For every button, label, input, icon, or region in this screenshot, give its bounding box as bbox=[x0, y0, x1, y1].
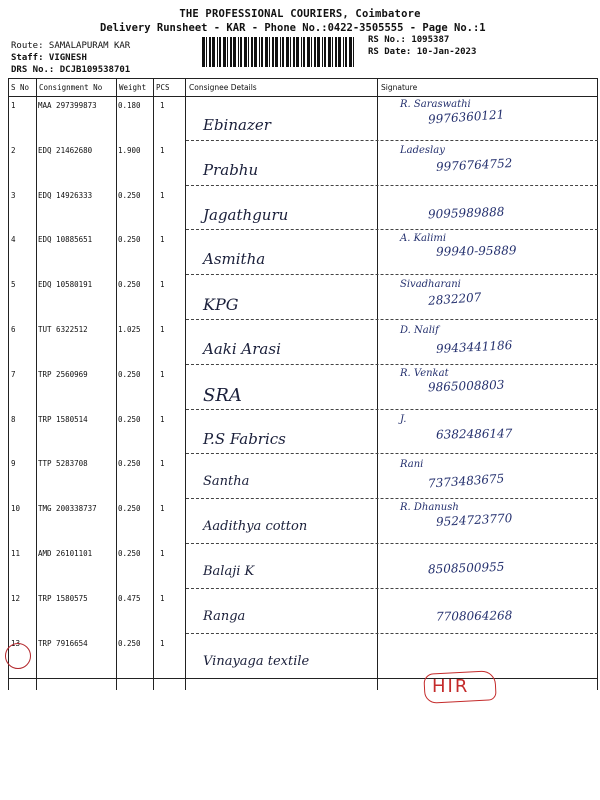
row-signature: Sivadharani bbox=[400, 279, 461, 291]
row-sno: 10 bbox=[11, 504, 21, 514]
row-weight: 1.025 bbox=[118, 325, 141, 334]
row-consignee-handwritten: Vinayaga textile bbox=[203, 653, 310, 669]
row-signature-phone: 9943441186 bbox=[435, 338, 513, 356]
row-signature-phone: 9976764752 bbox=[435, 155, 513, 174]
row-consignee-handwritten: Aadithya cotton bbox=[203, 519, 308, 535]
row-consignee-handwritten: P.S Fabrics bbox=[203, 429, 286, 448]
row-signature-phone: 99940-95889 bbox=[435, 243, 517, 260]
row-weight: 0.250 bbox=[118, 504, 141, 514]
row-signature: R. Venkat bbox=[400, 367, 449, 379]
row-signature-phone: 9865008803 bbox=[427, 377, 505, 395]
row-sno: 5 bbox=[11, 280, 16, 290]
row-consignment-no: MAA 297399873 bbox=[38, 101, 97, 110]
row-sno: 2 bbox=[11, 145, 16, 155]
row-consignee-handwritten: Asmitha bbox=[203, 250, 266, 269]
row-consignment-no: TRP 1580575 bbox=[38, 593, 88, 603]
row-signature-phone: 2832207 bbox=[427, 290, 482, 309]
row-consignment-no: EDQ 21462680 bbox=[38, 145, 93, 155]
row-consignee-handwritten: Prabhu bbox=[203, 160, 259, 179]
row-weight: 0.250 bbox=[118, 280, 141, 290]
row-signature: R. Saraswathi bbox=[400, 99, 471, 110]
row-signature-phone: 9976360121 bbox=[427, 107, 505, 127]
staff-label: Staff: VIGNESH bbox=[11, 53, 87, 63]
table-row bbox=[8, 454, 598, 499]
row-sno: 1 bbox=[11, 101, 16, 110]
row-sno: 9 bbox=[11, 459, 16, 469]
row-consignment-no: TUT 6322512 bbox=[38, 325, 88, 334]
row-consignment-no: EDQ 10885651 bbox=[38, 235, 93, 245]
row-consignee-handwritten: Balaji K bbox=[203, 564, 255, 579]
row-sno: 13 bbox=[11, 638, 21, 648]
row-consignee-handwritten: SRA bbox=[203, 384, 242, 406]
rs-date-label: RS Date: 10-Jan-2023 bbox=[368, 47, 477, 57]
table-row bbox=[8, 186, 598, 231]
row-sno: 12 bbox=[11, 593, 21, 603]
row-consignment-no: TRP 2560969 bbox=[38, 369, 88, 379]
row-weight: 0.250 bbox=[118, 369, 141, 379]
row-weight: 0.250 bbox=[118, 414, 141, 424]
table-row bbox=[8, 499, 598, 544]
row-weight: 1.900 bbox=[118, 145, 141, 155]
row-consignment-no: TTP 5283708 bbox=[38, 459, 88, 469]
row-consignment-no: EDQ 10580191 bbox=[38, 280, 93, 290]
row-weight: 0.250 bbox=[118, 638, 141, 648]
row-weight: 0.250 bbox=[118, 549, 141, 558]
row-pcs: 1 bbox=[160, 190, 165, 200]
row-signature-phone: 6382486147 bbox=[435, 425, 513, 442]
col-weight: Weight bbox=[119, 83, 147, 92]
row-sno: 11 bbox=[11, 549, 21, 558]
table-row bbox=[8, 96, 598, 141]
row-pcs: 1 bbox=[160, 235, 165, 245]
row-signature: Ladeslay bbox=[400, 144, 445, 156]
row-signature-phone: 9524723770 bbox=[435, 511, 513, 530]
row-signature-phone: 8508500955 bbox=[427, 559, 505, 577]
row-consignee-handwritten: Ebinazer bbox=[203, 116, 271, 134]
row-consignment-no: TMG 200338737 bbox=[38, 504, 97, 514]
col-pcs: PCS bbox=[156, 83, 170, 92]
row-sno: 6 bbox=[11, 325, 16, 334]
row-weight: 0.250 bbox=[118, 235, 141, 245]
row-consignment-no: TRP 7916654 bbox=[38, 638, 88, 648]
row-signature-phone: 7373483675 bbox=[427, 471, 505, 492]
hir-stamp: HIR bbox=[432, 676, 470, 697]
col-sno: S No bbox=[11, 83, 30, 92]
row-pcs: 1 bbox=[160, 549, 165, 558]
row-consignee-handwritten: Santha bbox=[203, 474, 250, 490]
row-signature: D. Nalif bbox=[400, 325, 439, 336]
row-pcs: 1 bbox=[160, 280, 165, 290]
table-row bbox=[8, 634, 598, 679]
row-signature-phone: 7708064268 bbox=[435, 608, 513, 624]
row-signature-phone: 9095989888 bbox=[427, 204, 505, 221]
table-row bbox=[8, 320, 598, 365]
table-row bbox=[8, 410, 598, 455]
table-row bbox=[8, 589, 598, 634]
row-pcs: 1 bbox=[160, 414, 165, 424]
route-label: Route: SAMALAPURAM KAR bbox=[11, 41, 131, 51]
table-row bbox=[8, 365, 598, 410]
row-sno: 7 bbox=[11, 369, 16, 379]
header-title: THE PROFESSIONAL COURIERS, Coimbatore bbox=[179, 8, 421, 20]
row-pcs: 1 bbox=[160, 369, 165, 379]
row-consignee-handwritten: KPG bbox=[203, 295, 239, 315]
table-row bbox=[8, 141, 598, 186]
row-weight: 0.250 bbox=[118, 459, 141, 469]
row-pcs: 1 bbox=[160, 593, 165, 603]
row-consignee-handwritten: Ranga bbox=[203, 608, 246, 624]
row-signature: A. Kalimi bbox=[400, 233, 447, 245]
row-pcs: 1 bbox=[160, 459, 165, 469]
row-pcs: 1 bbox=[160, 638, 165, 648]
row-pcs: 1 bbox=[160, 145, 165, 155]
row-signature: J. bbox=[400, 413, 407, 425]
row-pcs: 1 bbox=[160, 504, 165, 514]
col-consignee: Consignee Details bbox=[189, 83, 257, 92]
row-pcs: 1 bbox=[160, 101, 165, 110]
row-sno: 8 bbox=[11, 414, 16, 424]
runsheet-table bbox=[8, 78, 598, 690]
table-row bbox=[8, 230, 598, 275]
row-sno: 4 bbox=[11, 235, 16, 245]
table-row bbox=[8, 275, 598, 320]
drs-label: DRS No.: DCJB109538701 bbox=[11, 65, 131, 75]
row-consignment-no: EDQ 14926333 bbox=[38, 190, 93, 200]
row-weight: 0.475 bbox=[118, 593, 141, 603]
row-consignment-no: TRP 1580514 bbox=[38, 414, 88, 424]
row-weight: 0.180 bbox=[118, 101, 141, 110]
row-13-circle-mark bbox=[5, 643, 31, 669]
row-consignee-handwritten: Jagathguru bbox=[203, 205, 289, 224]
barcode bbox=[200, 37, 360, 67]
col-consignment: Consignment No bbox=[39, 83, 103, 92]
table-row bbox=[8, 544, 598, 589]
col-signature: Signature bbox=[381, 83, 418, 92]
row-consignee-handwritten: Aaki Arasi bbox=[203, 340, 281, 358]
row-signature: R. Dhanush bbox=[400, 502, 459, 514]
row-sno: 3 bbox=[11, 190, 16, 200]
row-signature: Rani bbox=[400, 459, 424, 471]
row-weight: 0.250 bbox=[118, 190, 141, 200]
rs-no-label: RS No.: 1095387 bbox=[368, 35, 450, 45]
row-pcs: 1 bbox=[160, 325, 165, 334]
header-subtitle: Delivery Runsheet - KAR - Phone No.:0422-3505555 - Page No.:1 bbox=[100, 22, 486, 34]
row-consignment-no: AMD 26101101 bbox=[38, 549, 93, 558]
